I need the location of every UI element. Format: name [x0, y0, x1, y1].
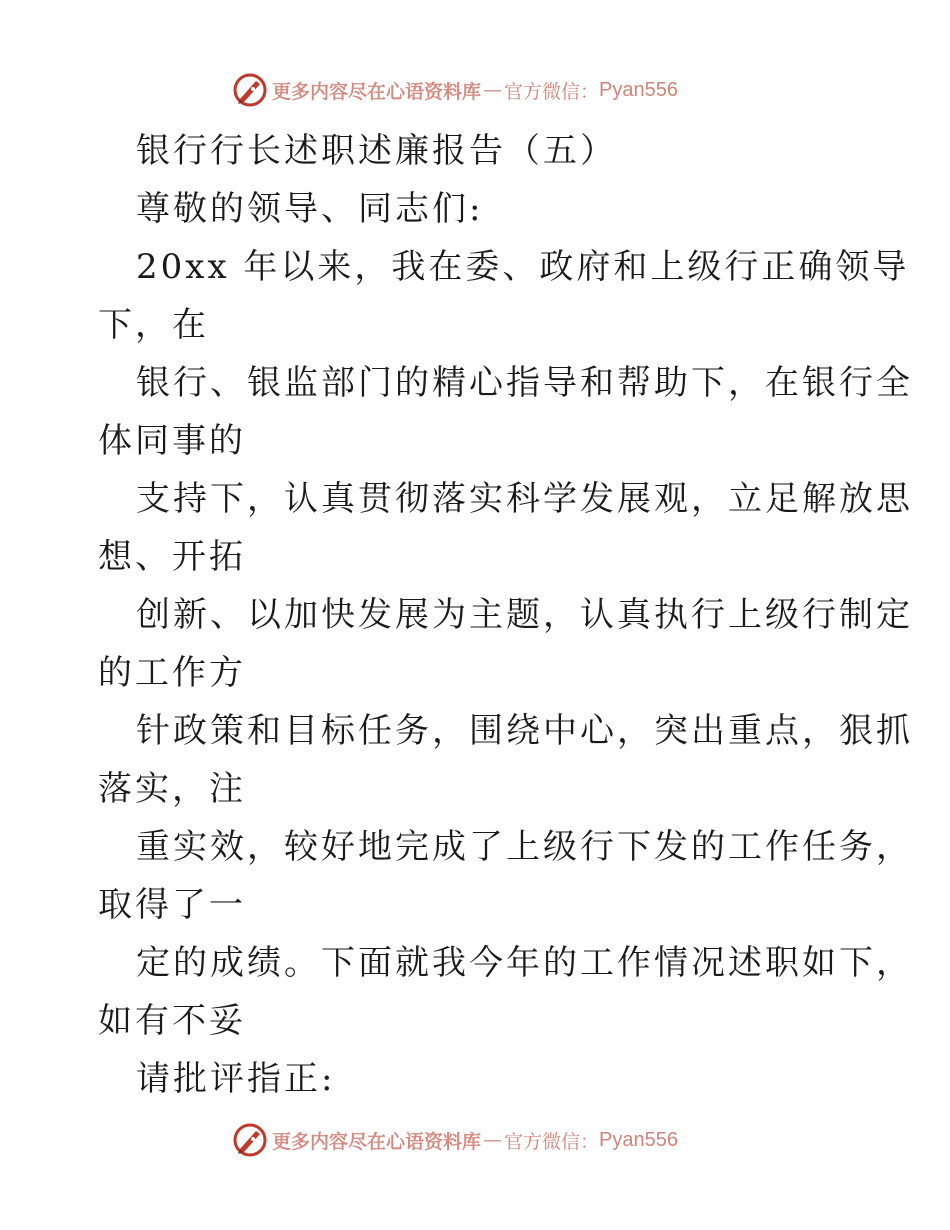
paragraph-line: 重实效，较好地完成了上级行下发的工作任务， — [136, 827, 913, 867]
paragraph-line-wrap: 的工作方 — [98, 653, 246, 693]
paragraph-line: 创新、以加快发展为主题，认真执行上级行制定 — [136, 595, 913, 635]
banner-wechat-id: Pyan556 — [599, 1128, 678, 1151]
banner-wechat-label: 官方微信： — [504, 80, 600, 103]
banner-text: 更多内容尽在心语资料库 — [272, 80, 482, 103]
paragraph-line: 银行、银监部门的精心指导和帮助下，在银行全 — [136, 363, 913, 403]
paragraph-line: 支持下，认真贯彻落实科学发展观，立足解放思 — [136, 479, 913, 519]
paragraph-line-wrap: 如有不妥 — [98, 1001, 246, 1041]
document-title: 银行行长述职述廉报告（五） — [136, 131, 617, 171]
banner-text: 更多内容尽在心语资料库 — [272, 1130, 482, 1153]
banner-wechat-id: Pyan556 — [599, 78, 678, 101]
paragraph-line-wrap: 落实，注 — [98, 769, 246, 809]
header-banner — [232, 70, 678, 110]
pen-logo-icon — [232, 72, 268, 108]
paragraph-line-wrap: 想、开拓 — [98, 537, 246, 577]
paragraph-line: 20xx 年以来，我在委、政府和上级行正确领导 — [136, 247, 910, 287]
banner-dash: — — [483, 1129, 503, 1151]
paragraph-line-wrap: 下，在 — [98, 305, 209, 345]
pen-logo-icon — [232, 1122, 268, 1158]
paragraph-line: 针政策和目标任务，围绕中心，突出重点，狠抓 — [136, 711, 913, 751]
closing-line: 请批评指正: — [136, 1059, 336, 1099]
salutation: 尊敬的领导、同志们: — [136, 189, 484, 229]
paragraph-line-wrap: 取得了一 — [98, 885, 246, 925]
banner-wechat-label: 官方微信： — [504, 1130, 600, 1153]
paragraph-line: 定的成绩。下面就我今年的工作情况述职如下， — [136, 943, 913, 983]
footer-banner — [232, 1120, 678, 1160]
paragraph-line-wrap: 体同事的 — [98, 421, 246, 461]
banner-dash: — — [483, 79, 503, 101]
document-body — [98, 122, 913, 1108]
